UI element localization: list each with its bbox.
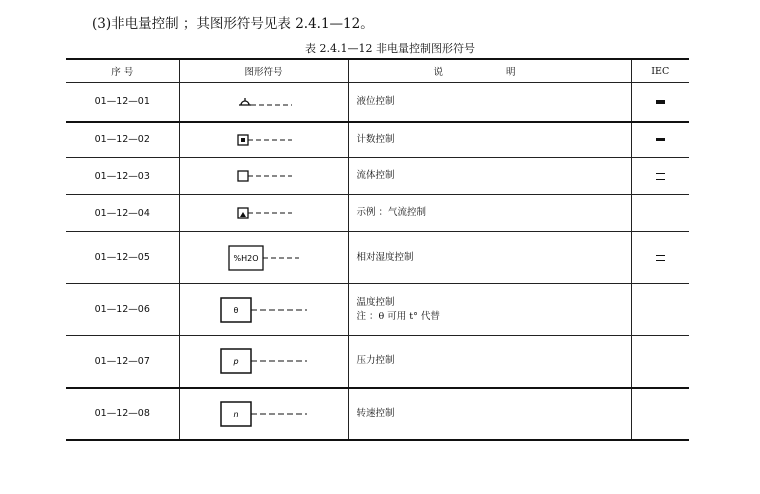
- row-description: [348, 284, 631, 336]
- row-description: [348, 158, 631, 195]
- table-row: [66, 122, 689, 158]
- desc-line: 转速控制: [356, 407, 395, 419]
- airflow-control-icon: [234, 206, 294, 220]
- pressure-control-icon: [219, 347, 309, 375]
- row-description: [348, 336, 631, 388]
- symbol-cell: [179, 232, 348, 284]
- header-iec: IEC: [631, 59, 689, 83]
- table-row: [66, 83, 689, 122]
- table-row: [66, 232, 689, 284]
- iec-thick-bar-mark: [656, 100, 665, 104]
- desc-line: 液位控制: [356, 95, 395, 107]
- table-caption: 表 2.4.1—12 非电量控制图形符号: [305, 42, 475, 55]
- iec-cell: [631, 284, 689, 336]
- row-code: 01—12—01: [66, 83, 179, 122]
- desc-line: 温度控制: [356, 296, 395, 308]
- iec-cell: [631, 195, 689, 232]
- table-row: [66, 195, 689, 232]
- row-description: [348, 232, 631, 284]
- iec-double-line-mark: [656, 255, 665, 261]
- desc-line: 示例 ：气流控制: [356, 207, 427, 218]
- humidity-control-icon: [227, 244, 301, 272]
- temperature-control-icon: [219, 296, 309, 324]
- row-code: 01—12—04: [66, 195, 179, 232]
- row-code: 01—12—03: [66, 158, 179, 195]
- counter-control-icon: [234, 133, 294, 147]
- table-row: [66, 158, 689, 195]
- symbol-text: n: [232, 409, 239, 419]
- iec-double-line-mark: [656, 173, 665, 180]
- row-code: 01—12—07: [66, 336, 179, 388]
- symbol-text: %H2O: [232, 253, 259, 263]
- row-description: [348, 195, 631, 232]
- iec-cell: [631, 122, 689, 158]
- symbol-cell: [179, 122, 348, 158]
- desc-note-line: 注 ：θ 可用 t° 代替: [356, 310, 440, 322]
- table-row: [66, 388, 689, 440]
- row-description: [348, 122, 631, 158]
- speed-control-icon: [219, 400, 309, 428]
- desc-line: 压力控制: [356, 355, 395, 367]
- liquid-level-control-icon: [234, 95, 294, 109]
- iec-cell: [631, 232, 689, 284]
- desc-line: 计数控制: [356, 133, 395, 145]
- fluid-control-icon: [234, 169, 294, 183]
- symbol-table: [66, 58, 689, 441]
- iec-cell: [631, 336, 689, 388]
- symbol-cell: [179, 195, 348, 232]
- symbol-cell: [179, 388, 348, 440]
- table-row: [66, 336, 689, 388]
- symbol-cell: [179, 83, 348, 122]
- symbol-cell: [179, 336, 348, 388]
- row-description: [348, 388, 631, 440]
- iec-cell: [631, 388, 689, 440]
- row-code: 01—12—08: [66, 388, 179, 440]
- symbol-cell: [179, 158, 348, 195]
- iec-double-bar-mark: [656, 138, 665, 141]
- section-heading: (3)非电量控制 ；其图形符号见表 2.4.1—12。: [92, 16, 374, 32]
- row-description: [348, 83, 631, 122]
- iec-cell: [631, 83, 689, 122]
- desc-line: 相对湿度控制: [356, 251, 414, 263]
- iec-cell: [631, 158, 689, 195]
- row-code: 01—12—06: [66, 284, 179, 336]
- symbol-text: p: [232, 357, 239, 367]
- table-header-row: [66, 59, 689, 83]
- header-seq: 序 号: [66, 59, 179, 83]
- symbol-text: θ: [233, 305, 238, 315]
- header-desc: 说 明: [348, 59, 631, 83]
- row-code: 01—12—02: [66, 122, 179, 158]
- table-row: [66, 284, 689, 336]
- desc-line: 流体控制: [356, 170, 395, 181]
- header-symbol: 图形符号: [179, 59, 348, 83]
- symbol-cell: [179, 284, 348, 336]
- row-code: 01—12—05: [66, 232, 179, 284]
